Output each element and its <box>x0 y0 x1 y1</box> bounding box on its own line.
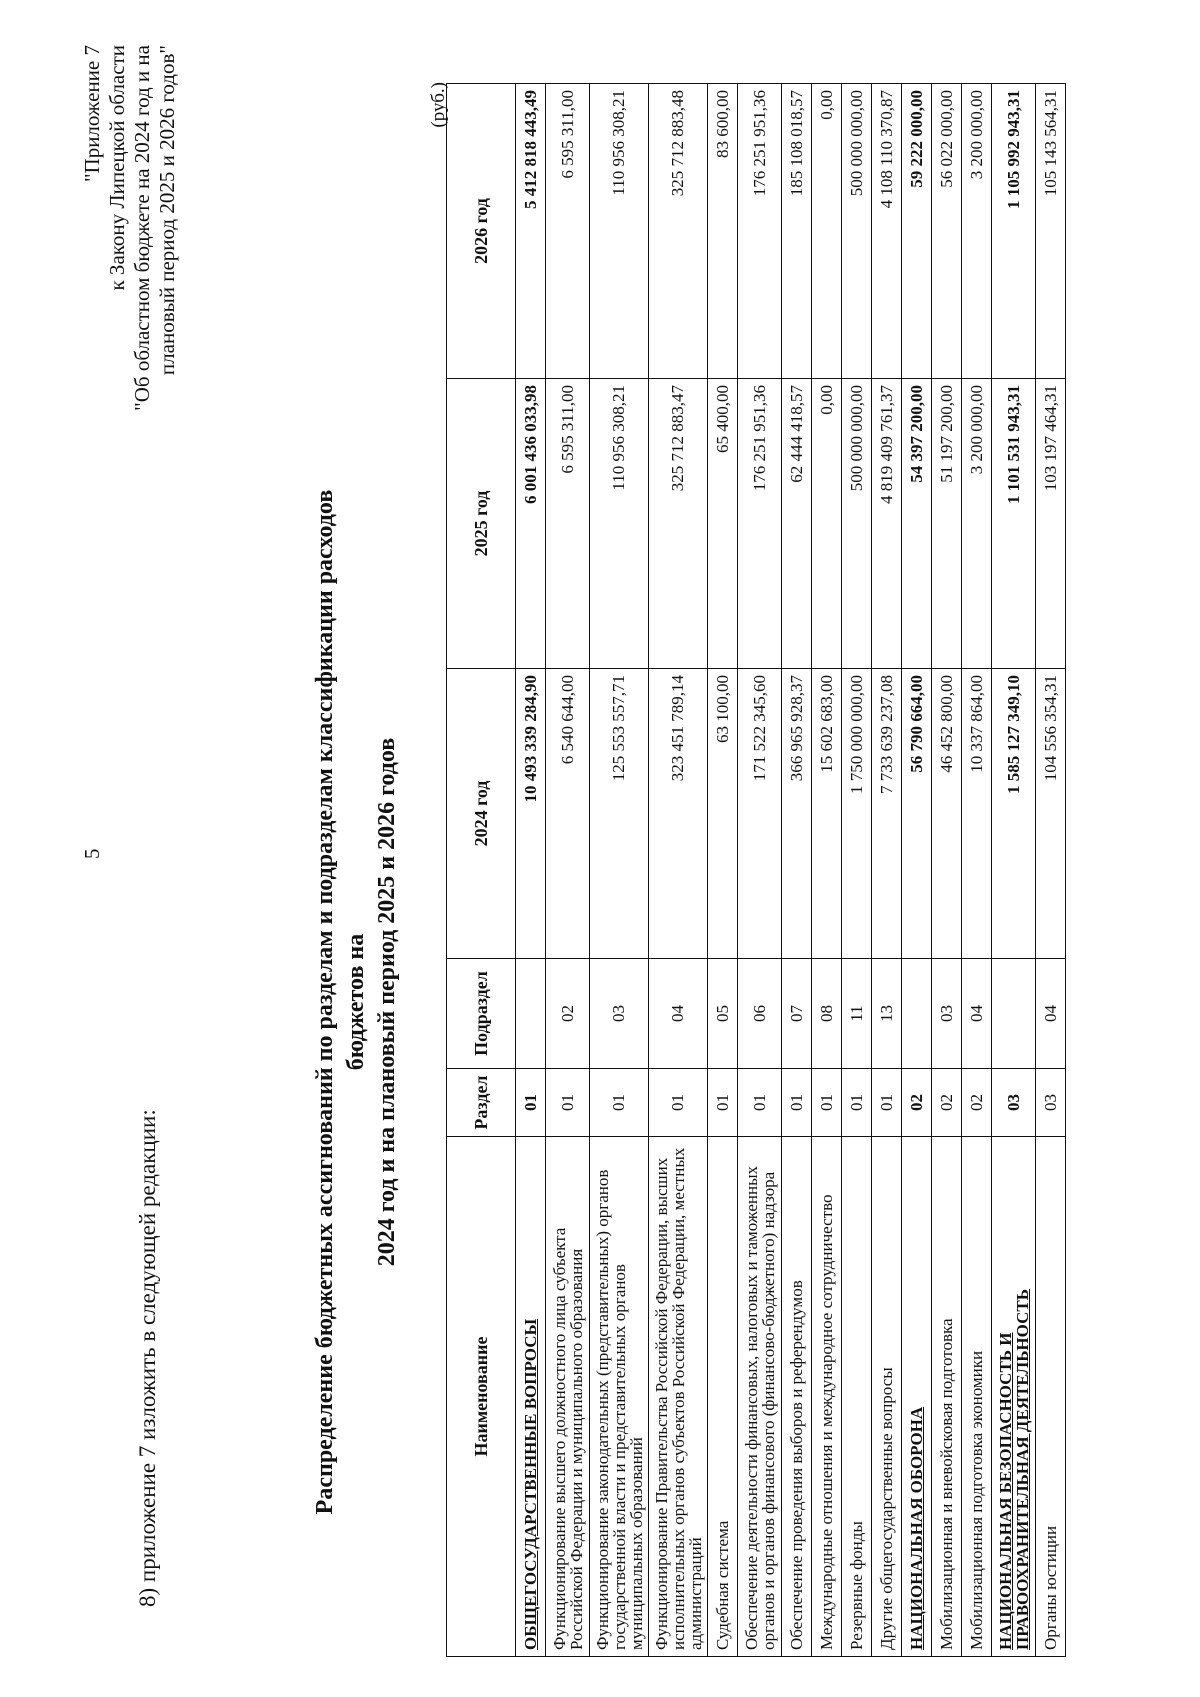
cell-name: НАЦИОНАЛЬНАЯ БЕЗОПАСНОСТЬ И ПРАВООХРАНИТЕЛЬНАЯ ДЕЯТЕЛЬНОСТЬ <box>992 1137 1036 1657</box>
cell-y2024: 1 750 000 000,00 <box>842 669 872 959</box>
cell-y2026: 6 595 311,00 <box>546 84 590 379</box>
cell-subsection: 13 <box>872 959 902 1069</box>
appendix-line: плановый период 2025 и 2026 годов" <box>155 45 179 376</box>
cell-section: 01 <box>812 1069 842 1137</box>
intro-text: 8) приложение 7 изложить в следующей редакции: <box>135 1109 160 1607</box>
table-row <box>738 84 782 1657</box>
cell-y2026: 105 143 564,31 <box>1036 84 1066 379</box>
cell-section: 02 <box>962 1069 992 1137</box>
cell-y2024: 56 790 664,00 <box>902 669 932 959</box>
table-row <box>516 84 546 1657</box>
cell-name: Резервные фонды <box>842 1137 872 1657</box>
cell-y2024: 323 451 789,14 <box>649 669 708 959</box>
cell-name: Другие общегосударственные вопросы <box>872 1137 902 1657</box>
cell-subsection: 08 <box>812 959 842 1069</box>
cell-subsection: 07 <box>782 959 812 1069</box>
cell-section: 02 <box>902 1069 932 1137</box>
cell-y2026: 5 412 818 443,49 <box>516 84 546 379</box>
cell-name: Функционирование Правительства Российской Федерации, высших исполнительных органов субъектов Российской Федерации, местных администраций <box>649 1137 708 1657</box>
cell-section: 01 <box>649 1069 708 1137</box>
cell-y2024: 1 585 127 349,10 <box>992 669 1036 959</box>
table-row <box>872 84 902 1657</box>
document-title <box>310 437 403 1567</box>
appendix-line: к Закону Липецкой области <box>105 45 129 291</box>
cell-name: Мобилизационная и вневойсковая подготовка <box>932 1137 962 1657</box>
cell-y2024: 10 337 864,00 <box>962 669 992 959</box>
header-section: Раздел <box>447 1069 516 1137</box>
cell-y2026: 4 108 110 370,87 <box>872 84 902 379</box>
cell-y2025: 6 595 311,00 <box>546 379 590 669</box>
title-line: 2024 год и на плановый период 2025 и 2026 годов <box>374 737 400 1267</box>
cell-y2024: 10 493 339 284,90 <box>516 669 546 959</box>
budget-table <box>446 83 1066 1657</box>
cell-y2025: 4 819 409 761,37 <box>872 379 902 669</box>
cell-y2026: 0,00 <box>812 84 842 379</box>
cell-y2024: 366 965 928,37 <box>782 669 812 959</box>
cell-subsection <box>516 959 546 1069</box>
table-row <box>842 84 872 1657</box>
cell-name: Мобилизационная подготовка экономики <box>962 1137 992 1657</box>
title-line: Распределение бюджетных ассигнований по разделам и подразделам классификации расходов бюджетов на <box>312 489 369 1515</box>
table-row <box>1036 84 1066 1657</box>
cell-y2025: 51 197 200,00 <box>932 379 962 669</box>
cell-section: 01 <box>842 1069 872 1137</box>
cell-name: Обеспечение проведения выборов и референдумов <box>782 1137 812 1657</box>
cell-y2025: 1 101 531 943,31 <box>992 379 1036 669</box>
cell-y2024: 171 522 345,60 <box>738 669 782 959</box>
header-2024: 2024 год <box>447 669 516 959</box>
cell-y2026: 176 251 951,36 <box>738 84 782 379</box>
cell-y2024: 6 540 644,00 <box>546 669 590 959</box>
cell-y2025: 0,00 <box>812 379 842 669</box>
header-2025: 2025 год <box>447 379 516 669</box>
table-row <box>992 84 1036 1657</box>
cell-subsection: 05 <box>708 959 738 1069</box>
cell-section: 01 <box>516 1069 546 1137</box>
header-name: Наименование <box>447 1137 516 1657</box>
cell-y2024: 15 602 683,00 <box>812 669 842 959</box>
cell-subsection: 04 <box>962 959 992 1069</box>
cell-y2024: 63 100,00 <box>708 669 738 959</box>
table-row <box>649 84 708 1657</box>
cell-y2026: 185 108 018,57 <box>782 84 812 379</box>
cell-section: 01 <box>738 1069 782 1137</box>
cell-y2026: 110 956 308,21 <box>590 84 649 379</box>
cell-subsection: 11 <box>842 959 872 1069</box>
cell-y2025: 110 956 308,21 <box>590 379 649 669</box>
cell-section: 01 <box>872 1069 902 1137</box>
cell-y2025: 103 197 464,31 <box>1036 379 1066 669</box>
cell-name: Органы юстиции <box>1036 1137 1066 1657</box>
cell-subsection: 02 <box>546 959 590 1069</box>
cell-section: 01 <box>546 1069 590 1137</box>
unit-label: (руб.) <box>428 82 449 128</box>
cell-subsection: 04 <box>649 959 708 1069</box>
table-header-row <box>447 84 516 1657</box>
table-row <box>812 84 842 1657</box>
cell-y2024: 46 452 800,00 <box>932 669 962 959</box>
table-row <box>546 84 590 1657</box>
cell-y2025: 54 397 200,00 <box>902 379 932 669</box>
cell-name: Обеспечение деятельности финансовых, налоговых и таможенных органов и органов финансового (финансово-бюджетного) надзора <box>738 1137 782 1657</box>
appendix-line: "Приложение 7 <box>80 45 104 183</box>
header-subsection: Подраздел <box>447 959 516 1069</box>
cell-y2025: 62 444 418,57 <box>782 379 812 669</box>
table-body <box>516 84 1066 1657</box>
cell-y2026: 500 000 000,00 <box>842 84 872 379</box>
cell-y2026: 59 222 000,00 <box>902 84 932 379</box>
cell-y2025: 6 001 436 033,98 <box>516 379 546 669</box>
cell-y2026: 3 200 000,00 <box>962 84 992 379</box>
cell-y2026: 325 712 883,48 <box>649 84 708 379</box>
cell-y2025: 3 200 000,00 <box>962 379 992 669</box>
cell-name: Международные отношения и международное сотрудничество <box>812 1137 842 1657</box>
table-row <box>902 84 932 1657</box>
cell-name: Судебная система <box>708 1137 738 1657</box>
cell-name: Функционирование высшего должностного лица субъекта Российской Федерации и муниципального образования <box>546 1137 590 1657</box>
table-row <box>708 84 738 1657</box>
cell-y2024: 104 556 354,31 <box>1036 669 1066 959</box>
cell-y2025: 325 712 883,47 <box>649 379 708 669</box>
cell-y2025: 500 000 000,00 <box>842 379 872 669</box>
cell-y2026: 83 600,00 <box>708 84 738 379</box>
table-row <box>590 84 649 1657</box>
cell-section: 01 <box>708 1069 738 1137</box>
cell-section: 03 <box>1036 1069 1066 1137</box>
cell-y2024: 125 553 557,71 <box>590 669 649 959</box>
cell-y2025: 65 400,00 <box>708 379 738 669</box>
cell-subsection <box>992 959 1036 1069</box>
cell-section: 02 <box>932 1069 962 1137</box>
cell-name: НАЦИОНАЛЬНАЯ ОБОРОНА <box>902 1137 932 1657</box>
cell-y2026: 1 105 992 943,31 <box>992 84 1036 379</box>
cell-name: ОБЩЕГОСУДАРСТВЕННЫЕ ВОПРОСЫ <box>516 1137 546 1657</box>
page-number: 5 <box>80 848 104 859</box>
table-row <box>962 84 992 1657</box>
header-2026: 2026 год <box>447 84 516 379</box>
cell-subsection: 04 <box>1036 959 1066 1069</box>
table-row <box>782 84 812 1657</box>
cell-subsection: 06 <box>738 959 782 1069</box>
cell-subsection: 03 <box>590 959 649 1069</box>
cell-section: 01 <box>590 1069 649 1137</box>
cell-subsection: 03 <box>932 959 962 1069</box>
cell-section: 03 <box>992 1069 1036 1137</box>
cell-name: Функционирование законодательных (представительных) органов государственной власти и представительных органов муниципальных образований <box>590 1137 649 1657</box>
cell-subsection <box>902 959 932 1069</box>
table-row <box>932 84 962 1657</box>
appendix-header <box>80 45 180 411</box>
cell-y2024: 7 733 639 237,08 <box>872 669 902 959</box>
appendix-line: "Об областном бюджете на 2024 год и на <box>130 45 154 411</box>
cell-y2026: 56 022 000,00 <box>932 84 962 379</box>
cell-y2025: 176 251 951,36 <box>738 379 782 669</box>
cell-section: 01 <box>782 1069 812 1137</box>
